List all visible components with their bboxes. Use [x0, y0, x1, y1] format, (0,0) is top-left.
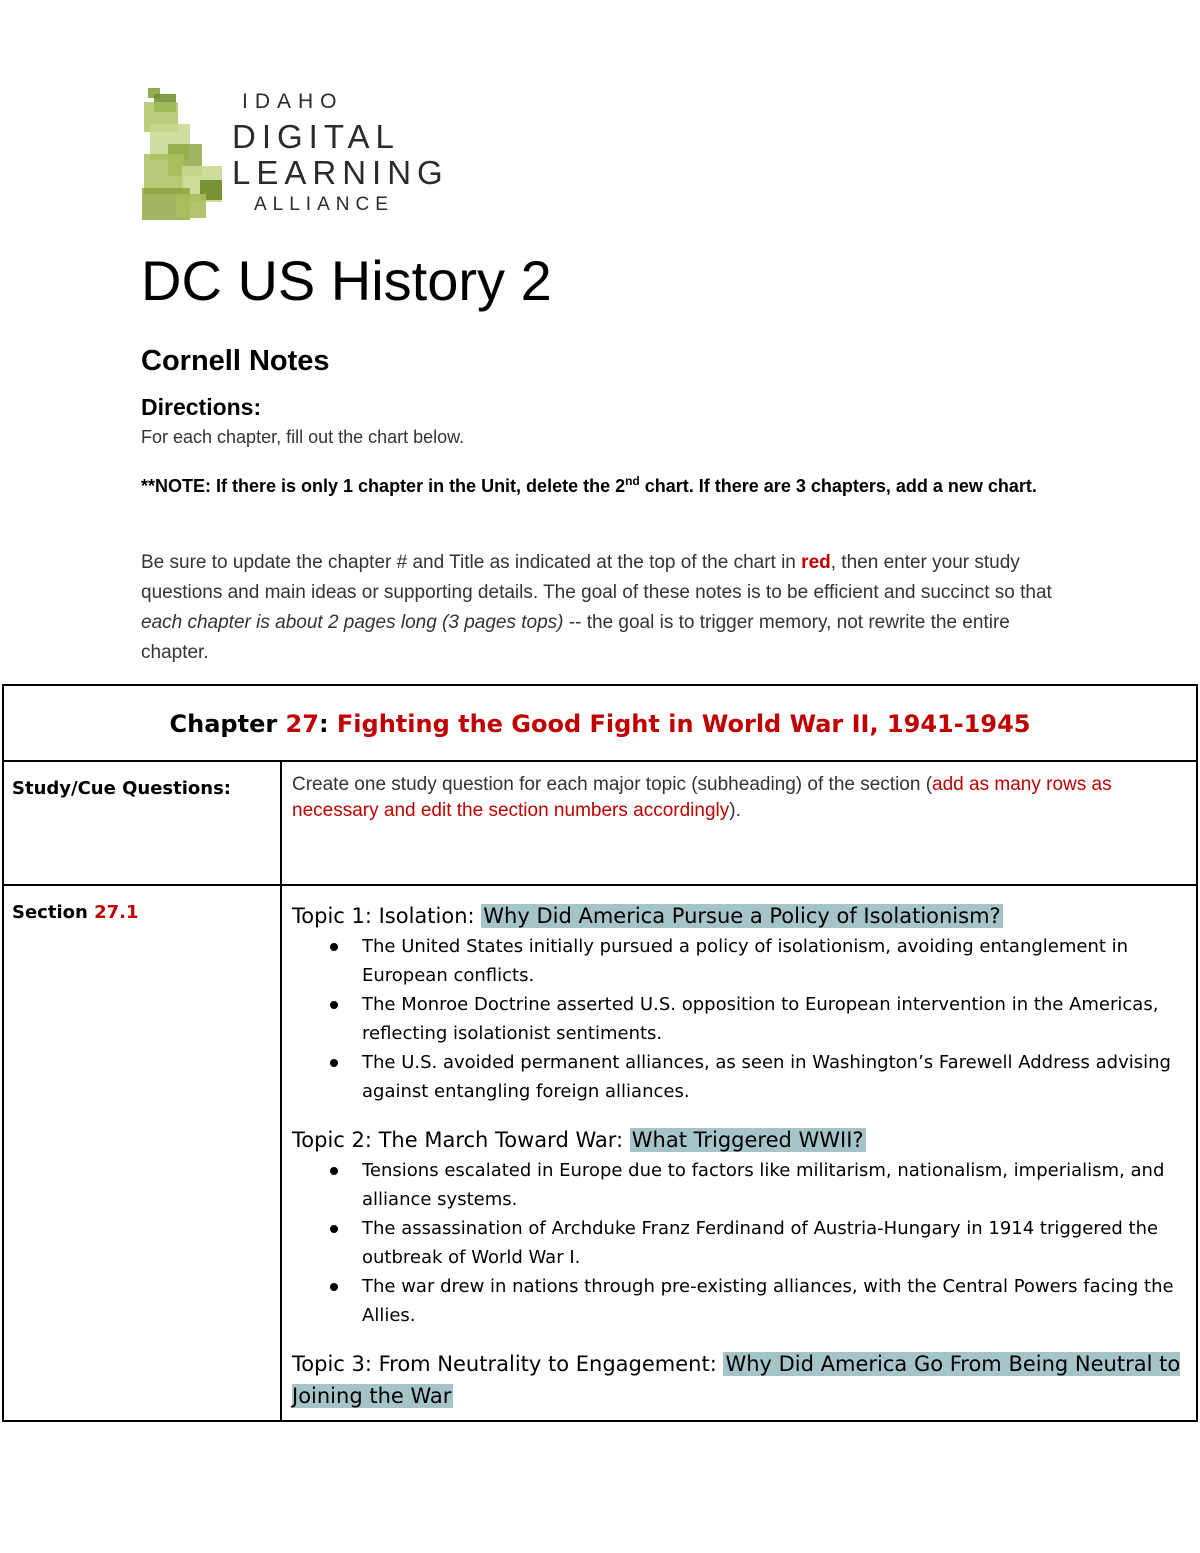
- chapter-number: 27: [285, 710, 319, 738]
- topic-block: [292, 1348, 1186, 1412]
- topic-title: [292, 900, 1186, 932]
- note-text-a: **NOTE: If there is only 1 chapter in the Unit, delete the 2: [141, 476, 626, 496]
- document-title: DC US History 2: [141, 249, 552, 312]
- topic-label: Topic 2: The March Toward War:: [292, 1128, 630, 1152]
- topic-title: [292, 1124, 1186, 1156]
- logo-line-1: IDAHO: [242, 90, 344, 113]
- topic-block: [292, 1124, 1186, 1330]
- directions-heading: Directions:: [141, 394, 262, 420]
- bullet-text: The United States initially pursued a policy of isolationism, avoiding entanglement in European conflicts.: [362, 936, 1129, 986]
- section-number: 27.1: [94, 902, 139, 923]
- chapter-title: Fighting the Good Fight in World War II, 1941-1945: [336, 710, 1031, 738]
- note-paragraph: [141, 472, 1081, 501]
- list-item: [362, 932, 1186, 990]
- bullet-dot-icon: [330, 1167, 338, 1175]
- list-item: [362, 1272, 1186, 1330]
- chapter-heading: [4, 708, 1196, 738]
- bullet-text: The war drew in nations through pre-existing alliances, with the Central Powers facing the Allies.: [362, 1276, 1174, 1326]
- bullet-dot-icon: [330, 1225, 338, 1233]
- topic-block: [292, 900, 1186, 1106]
- bullet-text: The Monroe Doctrine asserted U.S. opposition to European intervention in the Americas, reflecting isolationist sentiments.: [362, 994, 1159, 1044]
- topic-question: What Triggered WWII?: [631, 1128, 864, 1152]
- para-text-3: -- the goal is to trigger memory, not rewrite the entire chapter.: [141, 612, 1010, 663]
- section-label-cell: [3, 885, 281, 1421]
- chapter-separator: :: [318, 710, 337, 738]
- list-item: [362, 1156, 1186, 1214]
- logo-line-3: LEARNING: [232, 154, 449, 191]
- bullet-text: The U.S. avoided permanent alliances, as seen in Washington’s Farewell Address advising against entangling foreign alliances.: [362, 1052, 1171, 1102]
- topic-label: Topic 1: Isolation:: [292, 904, 482, 928]
- directions-text: For each chapter, fill out the chart below.: [141, 427, 465, 447]
- para-text-2: , then enter your study questions and main ideas or supporting details. The goal of these notes is to be efficient and succinct so that: [141, 552, 1052, 603]
- instructions-text-2: ).: [729, 800, 741, 821]
- topic-bullet-list: [292, 1156, 1186, 1330]
- section-prefix: Section: [12, 902, 95, 923]
- list-item: [362, 1048, 1186, 1106]
- para-italic: each chapter is about 2 pages long (3 pages tops): [141, 612, 564, 633]
- logo-line-2: DIGITAL: [232, 118, 400, 155]
- instructions-red-text: add as many rows as necessary and edit the section numbers accordingly: [292, 774, 1112, 821]
- list-item: [362, 990, 1186, 1048]
- bullet-dot-icon: [330, 1283, 338, 1291]
- chapter-header-cell: [3, 685, 1197, 761]
- chapter-prefix: Chapter: [169, 710, 286, 738]
- instructions-text-1: Create one study question for each major topic (subheading) of the section (: [292, 774, 933, 795]
- logo-mark-icon: [140, 84, 230, 220]
- note-superscript: nd: [625, 474, 640, 488]
- note-text-b: chart. If there are 3 chapters, add a new chart.: [639, 476, 1037, 496]
- cue-questions-label-cell: [3, 761, 281, 885]
- bullet-text: The assassination of Archduke Franz Ferdinand of Austria-Hungary in 1914 triggered the outbreak of World War I.: [362, 1218, 1159, 1268]
- bullet-dot-icon: [330, 1059, 338, 1067]
- cue-questions-label: Study/Cue Questions:: [12, 778, 231, 799]
- document-subtitle: Cornell Notes: [141, 345, 330, 377]
- bullet-dot-icon: [330, 1001, 338, 1009]
- topic-title: [292, 1348, 1186, 1412]
- topic-question: Why Did America Pursue a Policy of Isolationism?: [483, 904, 1001, 928]
- idaho-digital-learning-alliance-logo: [140, 84, 480, 224]
- bullet-text: Tensions escalated in Europe due to factors like militarism, nationalism, imperialism, and alliance systems.: [362, 1160, 1165, 1210]
- topic-question: Why Did America Go From Being Neutral to Joining the War: [292, 1352, 1181, 1408]
- topic-label: Topic 3: From Neutrality to Engagement:: [292, 1352, 724, 1376]
- para-red-word: red: [801, 552, 831, 573]
- bullet-dot-icon: [330, 943, 338, 951]
- para-text-1: Be sure to update the chapter # and Title as indicated at the top of the chart in: [141, 552, 802, 573]
- instructions-paragraph: [141, 548, 1081, 668]
- list-item: [362, 1214, 1186, 1272]
- logo-line-4: ALLIANCE: [254, 194, 394, 215]
- notes-content-cell[interactable]: [281, 885, 1197, 1421]
- instructions-cell[interactable]: [281, 761, 1197, 885]
- topic-bullet-list: [292, 932, 1186, 1106]
- cornell-notes-chart: [2, 684, 1198, 1422]
